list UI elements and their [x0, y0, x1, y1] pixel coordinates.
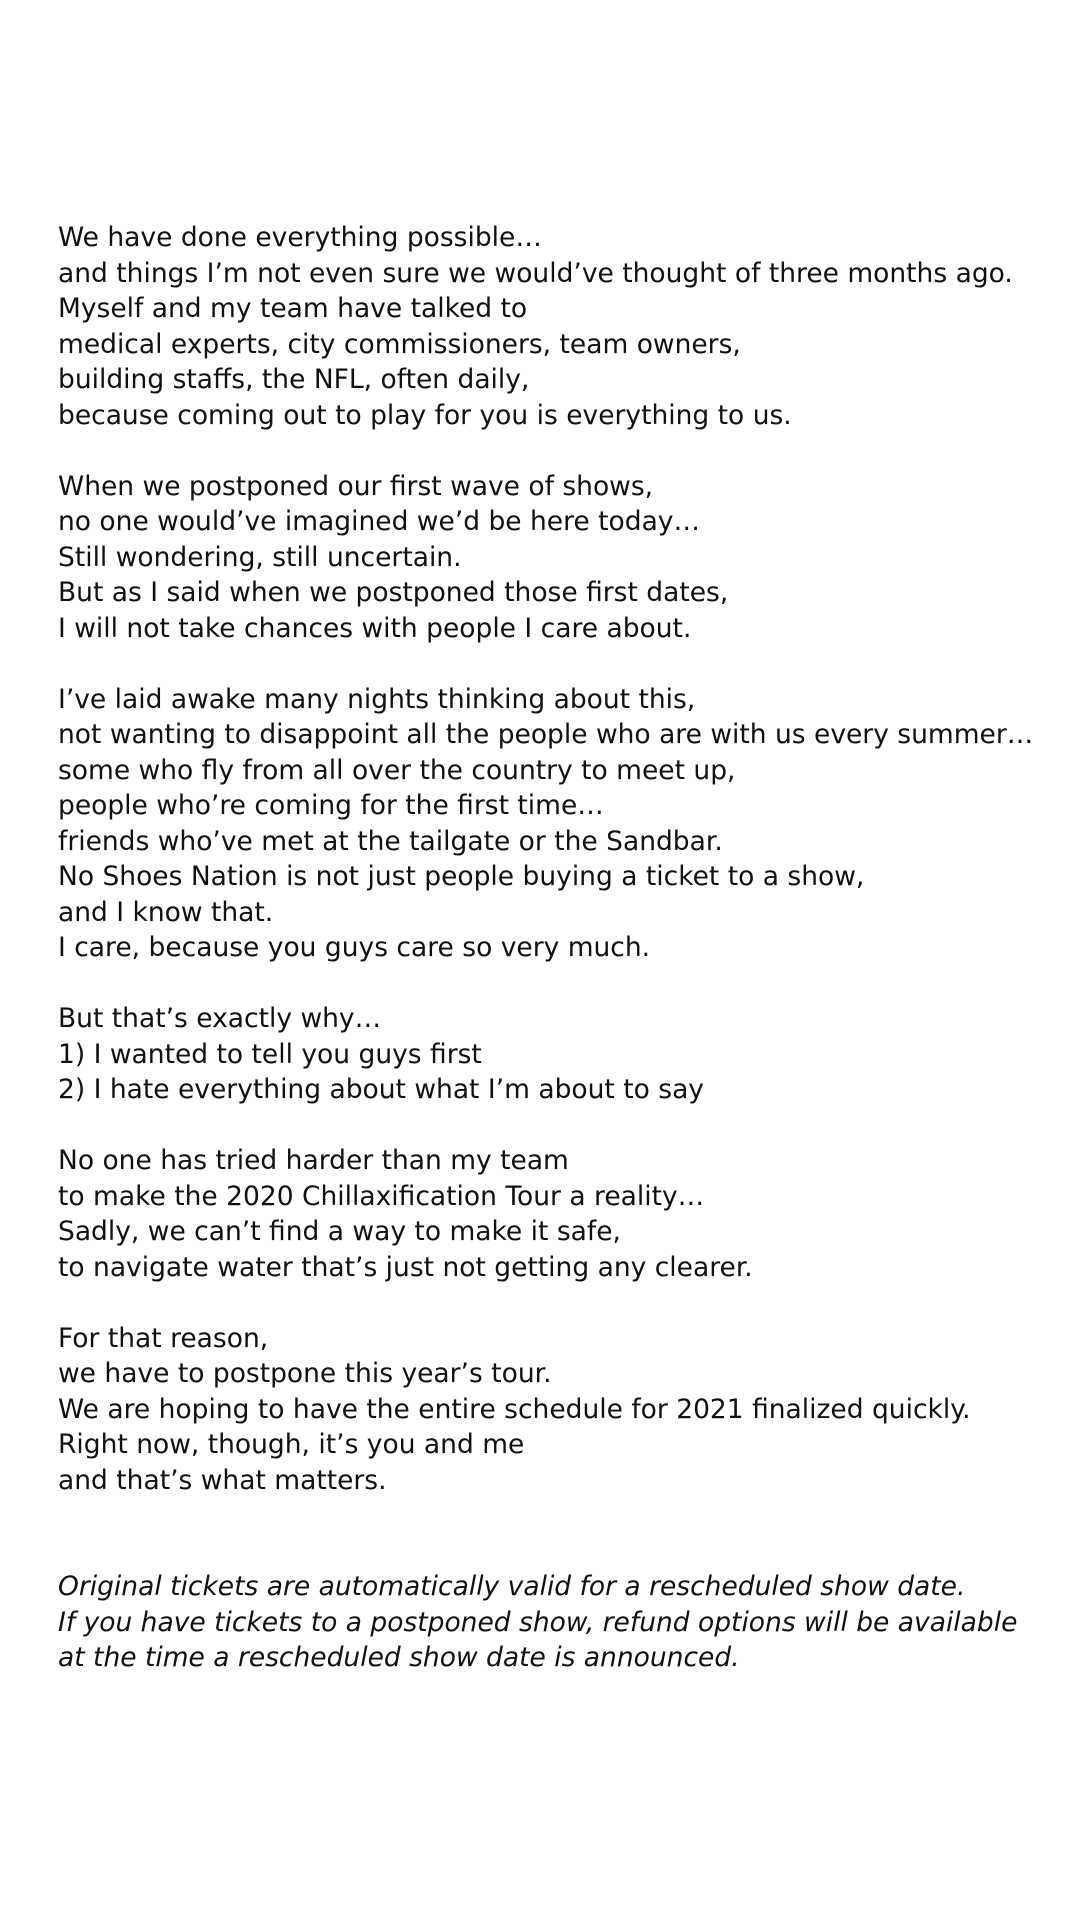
text-line: We have done everything possible…: [58, 222, 542, 253]
paragraph-3: [58, 682, 1068, 966]
text-line: No Shoes Nation is not just people buying a ticket to a show,: [58, 861, 865, 892]
text-line: to make the 2020 Chillaxification Tour a reality…: [58, 1180, 705, 1212]
text-line: we have to postpone this year’s tour.: [58, 1358, 552, 1389]
text-line: no one would’ve imagined we’d be here today…: [58, 506, 700, 537]
ticket-note: [58, 1569, 1068, 1676]
text-line: medical experts, city commissioners, team owners,: [58, 328, 741, 360]
letter-body: [58, 220, 1068, 1711]
text-line: building staffs, the NFL, often daily,: [58, 364, 530, 395]
text-line: not wanting to disappoint all the people who are with us every summer…: [58, 719, 1034, 750]
text-line: Right now, though, it’s you and me: [58, 1429, 525, 1460]
text-line: For that reason,: [58, 1322, 269, 1354]
paragraph-1: [58, 220, 1068, 433]
note-line: If you have tickets to a postponed show, refund options will be available: [58, 1606, 1018, 1638]
text-line: some who fly from all over the country to meet up,: [58, 754, 736, 786]
note-line: at the time a rescheduled show date is announced.: [58, 1642, 740, 1673]
paragraph-5: [58, 1143, 1068, 1285]
text-line: Sadly, we can’t find a way to make it safe,: [58, 1216, 621, 1247]
text-line: to navigate water that’s just not getting any clearer.: [58, 1251, 753, 1283]
text-line: But that’s exactly why…: [58, 1003, 382, 1034]
text-line: I will not take chances with people I care about.: [58, 612, 692, 644]
text-line: and that’s what matters.: [58, 1464, 387, 1496]
text-line: We are hoping to have the entire schedule for 2021 finalized quickly.: [58, 1393, 971, 1425]
text-line: I’ve laid awake many nights thinking about this,: [58, 683, 696, 715]
paragraph-2: [58, 469, 1068, 647]
text-line: But as I said when we postponed those first dates,: [58, 577, 729, 608]
text-line: because coming out to play for you is everything to us.: [58, 399, 792, 431]
text-line: When we postponed our first wave of shows,: [58, 470, 654, 502]
text-line: 1) I wanted to tell you guys first: [58, 1038, 482, 1070]
text-line: 2) I hate everything about what I’m about to say: [58, 1074, 704, 1105]
text-line: people who’re coming for the first time…: [58, 790, 604, 821]
paragraph-6: [58, 1321, 1068, 1499]
text-line: Myself and my team have talked to: [58, 293, 528, 324]
text-line: I care, because you guys care so very much.: [58, 932, 651, 963]
text-line: friends who’ve met at the tailgate or the Sandbar.: [58, 825, 723, 857]
note-line: Original tickets are automatically valid for a rescheduled show date.: [58, 1571, 966, 1602]
text-line: and things I’m not even sure we would’ve thought of three months ago.: [58, 257, 1013, 289]
text-line: and I know that.: [58, 896, 274, 928]
text-line: Still wondering, still uncertain.: [58, 541, 462, 573]
paragraph-4: [58, 1001, 1068, 1108]
text-line: No one has tried harder than my team: [58, 1145, 569, 1176]
